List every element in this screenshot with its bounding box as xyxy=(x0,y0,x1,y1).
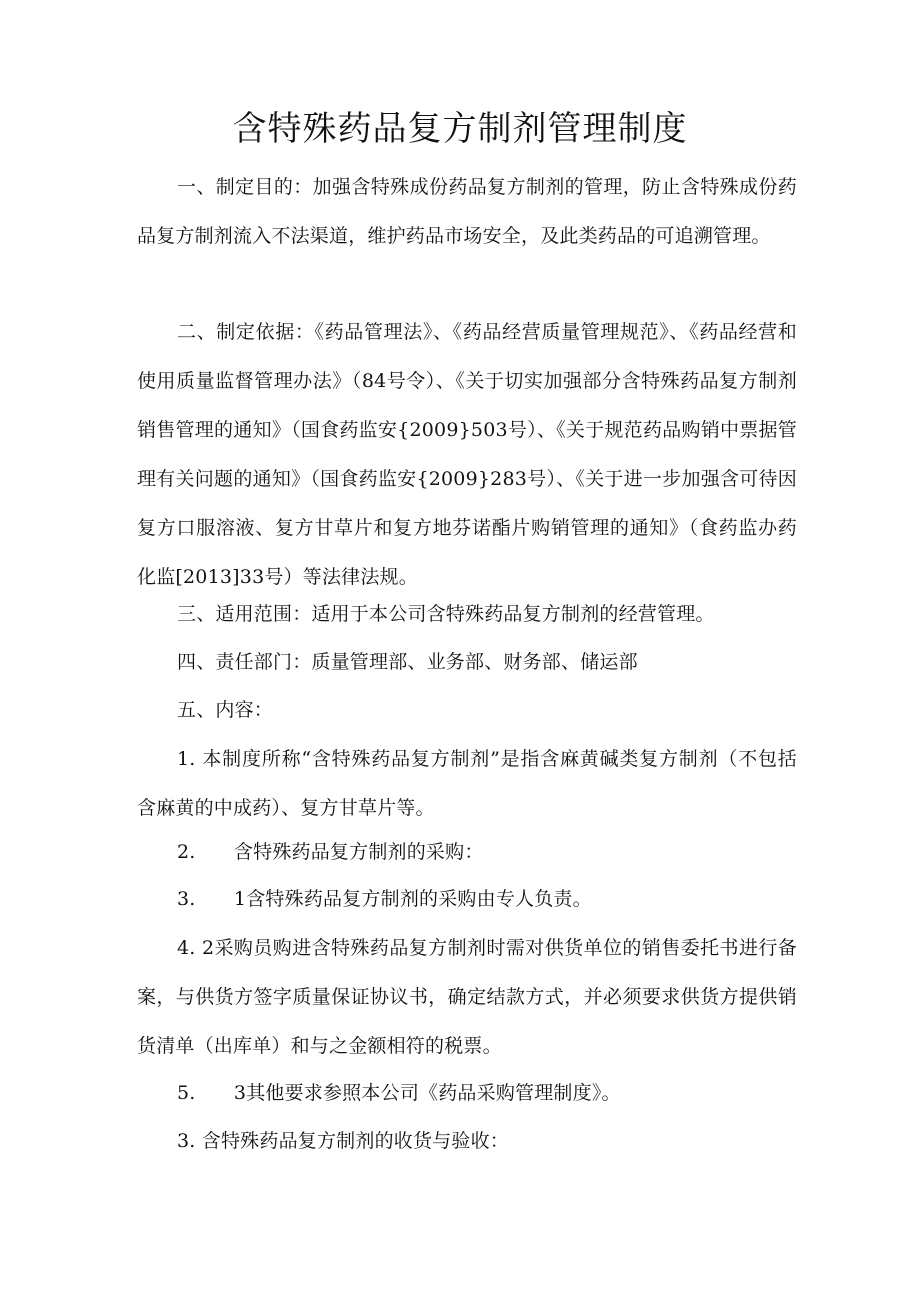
paragraph-receiving-inspection: 3. 含特殊药品复方制剂的收货与验收： xyxy=(177,1130,509,1152)
paragraph-basis: 二、制定依据：《药品管理法》、《药品经营质量管理规范》、《药品经营和使用质量监督管理办法》（84号令）、《关于切实加强部分含特殊药品复方制剂销售管理的通知》（国食药监安{2009}503号）、《关于规范药品购销中票据管理有关问题的通知》（国食药监安{2009}283号）、《关于进一步加强含可待因复方口服溶液、复方甘草片和复方地芬诺酯片购销管理的通知》（食药监办药化监[2013]33号）等法律法规。 xyxy=(137,321,797,588)
paragraph-content-heading: 五、内容： xyxy=(177,699,274,721)
paragraph-item-2: 2. 含特殊药品复方制剂的采购： xyxy=(177,841,484,863)
paragraph-item-4: 4. 2采购员购进含特殊药品复方制剂时需对供货单位的销售委托书进行备案，与供货方签字质量保证协议书，确定结款方式，并必须要求供货方提供销货清单（出库单）和与之金额相符的税票。 xyxy=(137,937,797,1057)
paragraph-purpose: 一、制定目的：加强含特殊成份药品复方制剂的管理，防止含特殊成份药品复方制剂流入不法渠道，维护药品市场安全，及此类药品的可追溯管理。 xyxy=(137,176,797,247)
document-title: 含特殊药品复方制剂管理制度 xyxy=(232,109,688,149)
paragraph-item-5: 5. 3其他要求参照本公司《药品采购管理制度》。 xyxy=(177,1082,621,1104)
paragraph-responsible-departments: 四、责任部门：质量管理部、业务部、财务部、储运部 xyxy=(177,651,638,673)
paragraph-item-1: 1. 本制度所称“含特殊药品复方制剂”是指含麻黄碱类复方制剂（不包括含麻黄的中成药）、复方甘草片等。 xyxy=(137,748,797,819)
paragraph-item-3: 3. 1含特殊药品复方制剂的采购由专人负责。 xyxy=(177,888,592,910)
paragraph-scope: 三、适用范围：适用于本公司含特殊药品复方制剂的经营管理。 xyxy=(177,603,715,625)
